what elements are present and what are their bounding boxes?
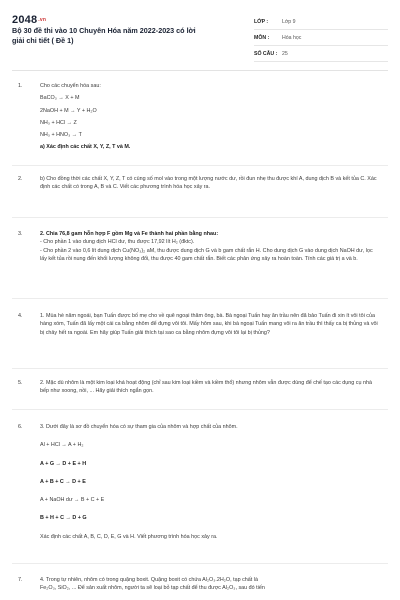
- question-task: Xác định các chất A, B, C, D, E, G và H. Viết phương trình hóa học xảy ra.: [40, 533, 218, 540]
- reaction: Al + HCl → A + H₂: [40, 442, 84, 449]
- question-5: [12, 379, 388, 405]
- reaction: NH₃ + HCl → Z: [40, 119, 77, 126]
- reaction: BaCO₃ → X + M: [40, 95, 80, 102]
- question-body: [40, 175, 378, 192]
- header-divider: [12, 70, 388, 71]
- meta-row-count: [254, 46, 388, 62]
- question-text: - Cho phần 1 vào dung dịch HCl dư, thu được 17,92 lít H₂ (đktc).: [40, 239, 195, 246]
- question-number: 6.: [18, 424, 23, 430]
- meta-row-subject: [254, 30, 388, 46]
- question-divider: [12, 563, 388, 564]
- document-title: Bộ 30 đề thi vào 10 Chuyên Hóa năm 2022-2023 có lời giải chi tiết ( Đề 1): [12, 26, 196, 45]
- reaction: NH₃ + HNO₃ → T: [40, 132, 82, 139]
- question-body: [40, 82, 378, 152]
- question-6: [12, 423, 388, 563]
- meta-row-class: [254, 14, 388, 30]
- question-number: 2.: [18, 176, 23, 182]
- reaction: A + B + C → D + E: [40, 478, 86, 485]
- question-text: - Cho phần 2 vào 0,6 lít dung dịch Cu(NO₃)₂ aM, thu được dung dịch G và b gam chất rắn H. Cho dung dịch G vào dung dịch NaOH dư, lọc lấy kết tủa rồi nung đến khối lượng không đổi, thu được 40 gam chất rắn. Biết các phản ứng xảy ra hoàn toàn. Tính các giá trị a và b.: [40, 247, 373, 262]
- question-intro: 3. Dưới đây là sơ đồ chuyển hóa có sự tham gia của nhôm và hợp chất của nhôm.: [40, 424, 238, 430]
- question-number: 1.: [18, 83, 23, 89]
- question-intro: Cho các chuyển hóa sau:: [40, 83, 101, 89]
- question-number: 5.: [18, 380, 23, 386]
- question-1: [12, 82, 388, 162]
- question-text: 4. Trong tự nhiên, nhôm có trong quặng boxit. Quặng boxit có chứa Al₂O₃.2H₂O, tạp chất là: [40, 577, 258, 583]
- logo-suffix: .vn: [38, 17, 47, 23]
- reaction: B + H + C → D + G: [40, 515, 87, 522]
- meta-value: Hóa học: [282, 34, 302, 41]
- question-divider: [12, 368, 388, 369]
- question-body: [40, 312, 378, 337]
- question-7: [12, 576, 388, 600]
- meta-table: [254, 14, 388, 62]
- question-body: [40, 423, 378, 541]
- question-divider: [12, 409, 388, 410]
- meta-value: Lớp 9: [282, 18, 296, 25]
- question-3: [12, 230, 388, 296]
- question-text: b) Cho đồng thời các chất X, Y, Z, T có cùng số mol vào trong một lượng nước dư, rồi đun nhẹ thu được khí A, dung dịch B và kết tủa C. Xác định các chất có trong A, B và C. Viết các phương trình hóa học xảy ra.: [40, 176, 377, 191]
- question-text: 2. Chia 76,8 gam hỗn hợp F gồm Mg và Fe thành hai phần bằng nhau:: [40, 231, 219, 237]
- question-number: 7.: [18, 577, 23, 583]
- reaction: A + NaOH dư → B + C + E: [40, 497, 105, 504]
- question-text: Fe₂O₃, SiO₂, ... Để sản xuất nhôm, người ta sẽ loại bỏ tạp chất để thu được Al₂O₃, sau đó tiến: [40, 585, 265, 592]
- question-divider: [12, 165, 388, 166]
- site-logo[interactable]: [12, 14, 46, 26]
- question-2: [12, 175, 388, 215]
- question-text: 1. Mùa hè năm ngoái, bạn Tuấn được bố mẹ cho về quê ngoại thăm ông, bà. Bà ngoại Tuấn hay ăn trầu nên đã bảo Tuấn đi xin ít vôi tôi của hàng xóm, Tuấn đã lấy một cái ca bằng nhôm để đựng vôi tôi. Mấy hôm sau, khi bà ngoại Tuấn mang vôi ra ăn trầu thì thấy ca bị thủng và vôi bị chảy hết ra ngoài. Em hãy giúp Tuấn giải thích tại sao ca bằng nhôm đựng vôi tôi lại bị thủng?: [40, 313, 378, 336]
- question-text: 2. Mặc dù nhôm là một kim loại khá hoạt động (chỉ sau kim loại kiềm và kiềm thổ) nhưng nhôm vẫn được dùng để chế tạo các dụng cụ nhà bếp như xoong, nồi, ... Hãy giải thích ngắn gọn.: [40, 380, 372, 395]
- meta-label: MÔN :: [254, 34, 270, 41]
- question-body: [40, 230, 378, 263]
- reaction: 2NaOH + M → Y + H₂O: [40, 107, 97, 114]
- reaction: A + G → D + E + H: [40, 460, 87, 467]
- meta-label: LỚP :: [254, 18, 269, 25]
- question-body: [40, 576, 378, 593]
- logo-text: 2048: [12, 14, 38, 26]
- question-divider: [12, 217, 388, 218]
- meta-label: SỐ CÂU :: [254, 50, 278, 57]
- question-4: [12, 312, 388, 362]
- question-divider: [12, 298, 388, 299]
- question-number: 3.: [18, 231, 23, 237]
- question-body: [40, 379, 378, 396]
- question-number: 4.: [18, 313, 23, 319]
- meta-value: 25: [282, 50, 288, 57]
- question-task: a) Xác định các chất X, Y, Z, T và M.: [40, 144, 131, 151]
